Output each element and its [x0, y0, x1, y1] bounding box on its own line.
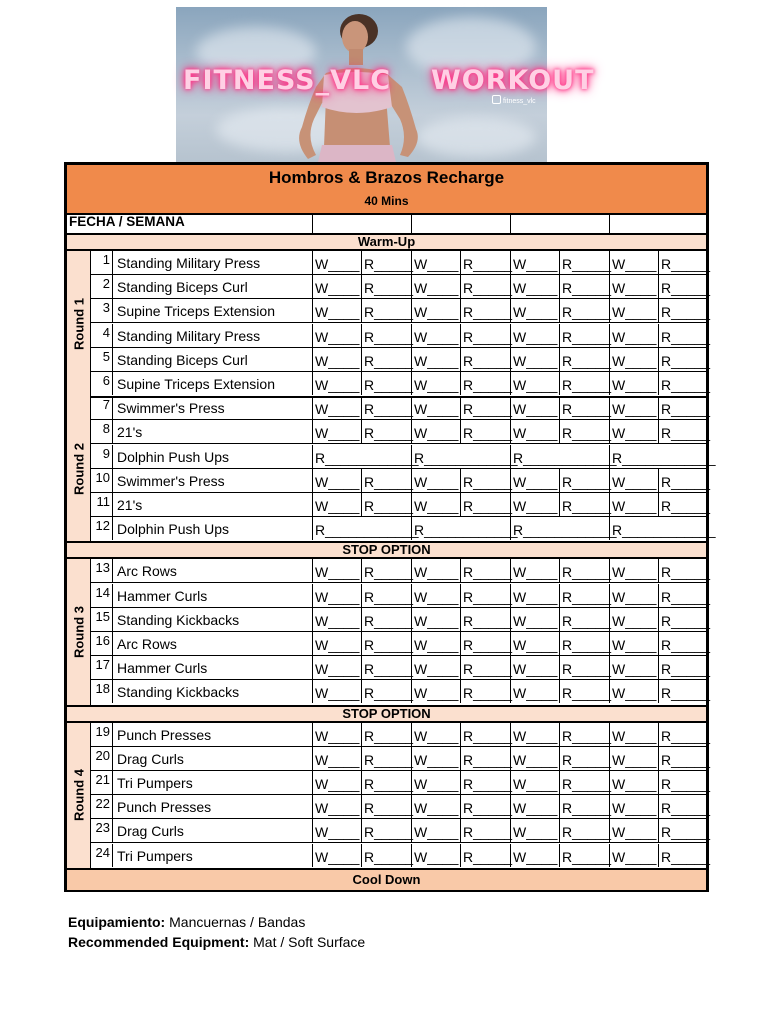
exercise-row	[91, 396, 711, 420]
weight-entry-cell[interactable]: W____	[411, 420, 460, 443]
reps-entry-cell[interactable]: R_____	[361, 420, 411, 443]
weight-entry-cell[interactable]: W____	[609, 299, 658, 322]
reps-entry-cell[interactable]: R_____	[658, 844, 706, 867]
exercise-number: 13	[91, 559, 113, 582]
reps-entry-cell[interactable]: R_____	[361, 372, 411, 395]
reps-entry-cell[interactable]: R_____	[658, 819, 706, 842]
exercise-row	[91, 299, 711, 323]
reps-entry-cell[interactable]: R_____	[559, 324, 609, 347]
reps-entry-cell[interactable]: R_____	[658, 420, 706, 443]
reps-entry-cell[interactable]: R_____	[559, 819, 609, 842]
exercise-name: Standing Military Press	[117, 327, 261, 344]
exercise-number: 22	[91, 795, 113, 818]
weight-entry-cell[interactable]: W____	[510, 844, 559, 867]
exercise-number: 12	[91, 517, 113, 540]
exercise-number: 6	[91, 372, 113, 395]
weight-entry-cell[interactable]: W____	[312, 493, 361, 516]
exercise-row	[91, 771, 711, 795]
weight-entry-cell[interactable]: W____	[609, 795, 658, 818]
weight-entry-cell[interactable]: W____	[609, 584, 658, 607]
weight-entry-cell[interactable]: W____	[411, 819, 460, 842]
weight-entry-cell[interactable]: W____	[312, 608, 361, 631]
date-week-cell[interactable]	[312, 213, 412, 233]
reps-entry-cell[interactable]: R_____	[658, 372, 706, 395]
reps-entry-cell[interactable]: R_____	[361, 559, 411, 582]
exercise-name: Arc Rows	[117, 563, 177, 580]
reps-entry-cell[interactable]: R_____	[658, 723, 706, 746]
weight-entry-cell[interactable]: W____	[312, 324, 361, 347]
reps-entry-cell[interactable]: R_____	[361, 275, 411, 298]
exercise-number: 21	[91, 771, 113, 794]
weight-entry-cell[interactable]: W____	[411, 348, 460, 371]
reps-entry-cell[interactable]: R_____	[559, 559, 609, 582]
date-week-cell[interactable]	[510, 213, 610, 233]
weight-entry-cell[interactable]: W____	[312, 771, 361, 794]
weight-entry-cell[interactable]: W____	[609, 632, 658, 655]
exercise-name: Arc Rows	[117, 636, 177, 652]
weight-entry-cell[interactable]: W____	[609, 656, 658, 679]
weight-entry-cell[interactable]: W____	[312, 348, 361, 371]
reps-entry-cell[interactable]: R_____	[658, 608, 706, 631]
weight-entry-cell[interactable]: W____	[510, 396, 559, 419]
exercise-row	[91, 584, 711, 608]
exercise-row	[91, 680, 711, 704]
reps-entry-cell[interactable]: R_____	[460, 372, 510, 395]
exercise-number: 5	[91, 348, 113, 371]
date-week-cell[interactable]	[411, 213, 511, 233]
reps-entry-cell[interactable]: R_____	[361, 771, 411, 794]
reps-entry-cell[interactable]: R_____	[559, 396, 609, 419]
reps-entry-cell[interactable]: R_____	[361, 348, 411, 371]
instagram-icon	[492, 95, 501, 104]
reps-entry-cell[interactable]: R_____	[658, 771, 706, 794]
reps-entry-cell[interactable]: R_____	[658, 324, 706, 347]
exercise-name: Standing Biceps Curl	[117, 279, 248, 296]
recommended-equipment-line	[68, 932, 365, 952]
exercise-number: 23	[91, 819, 113, 842]
weight-entry-cell[interactable]: W____	[510, 469, 559, 492]
reps-entry-cell[interactable]: R_____	[658, 584, 706, 607]
reps-entry-cell[interactable]: R_____	[361, 632, 411, 655]
equipment-label: Equipamiento:	[68, 914, 166, 930]
reps-entry-cell[interactable]: R_____	[658, 680, 706, 703]
reps-entry-cell[interactable]: R_____	[361, 747, 411, 770]
reps-entry-cell[interactable]: R_____	[460, 324, 510, 347]
weight-entry-cell[interactable]: W____	[510, 747, 559, 770]
weight-entry-cell[interactable]: W____	[411, 324, 460, 347]
reps-entry-cell[interactable]: R_____	[460, 559, 510, 582]
reps-entry-cell[interactable]: R_____	[559, 844, 609, 867]
reps-entry-cell[interactable]: R_____	[658, 493, 706, 516]
exercise-name: Drag Curls	[117, 823, 184, 840]
exercise-row	[91, 747, 711, 771]
weight-entry-cell[interactable]: W____	[609, 469, 658, 492]
reps-entry-cell[interactable]: R_____	[559, 632, 609, 655]
weight-entry-cell[interactable]: W____	[510, 324, 559, 347]
weight-entry-cell[interactable]: W____	[312, 469, 361, 492]
instagram-handle	[492, 95, 536, 105]
reps-entry-cell[interactable]: R_____	[361, 469, 411, 492]
round-label	[67, 559, 91, 704]
sheet-duration: 40 Mins	[364, 194, 409, 208]
weight-entry-cell[interactable]: W____	[609, 819, 658, 842]
exercise-row	[91, 348, 711, 372]
banner-workout-text: WORKOUT	[431, 65, 595, 96]
exercise-name: Tri Pumpers	[117, 847, 193, 864]
reps-entry-cell[interactable]: R_____	[361, 608, 411, 631]
workout-banner-image	[176, 7, 595, 162]
reps-entry-cell[interactable]: R_____	[559, 584, 609, 607]
weight-entry-cell[interactable]: W____	[510, 680, 559, 703]
exercise-row	[91, 819, 711, 843]
weight-entry-cell[interactable]: W____	[609, 396, 658, 419]
reps-entry-cell[interactable]: R_____	[559, 747, 609, 770]
exercise-row	[91, 559, 711, 583]
weight-entry-cell[interactable]: W____	[510, 348, 559, 371]
weight-entry-cell[interactable]: W____	[312, 819, 361, 842]
weight-entry-cell[interactable]: W____	[411, 747, 460, 770]
date-week-row	[67, 213, 706, 234]
exercise-name: Hammer Curls	[117, 587, 208, 604]
weight-entry-cell[interactable]: W____	[411, 680, 460, 703]
weight-entry-cell[interactable]: W____	[609, 348, 658, 371]
weight-entry-cell[interactable]: W____	[510, 795, 559, 818]
reps-entry-cell[interactable]: R_____	[361, 656, 411, 679]
banner-brand-text: FITNESS_VLC	[183, 65, 392, 96]
stop-option-band: STOP OPTION	[67, 705, 706, 723]
reps-entry-cell[interactable]: R_____	[658, 251, 706, 274]
exercise-number: 18	[91, 680, 113, 703]
equipment-line	[68, 912, 365, 932]
reps-entry-cell[interactable]: R_____	[361, 584, 411, 607]
reps-entry-cell[interactable]: R_____	[658, 795, 706, 818]
exercise-name: Drag Curls	[117, 750, 184, 767]
weight-entry-cell[interactable]: W____	[312, 396, 361, 419]
reps-entry-cell[interactable]: R_____	[361, 723, 411, 746]
reps-entry-cell[interactable]: R_____	[559, 723, 609, 746]
workout-sheet	[64, 162, 716, 892]
exercise-name: Standing Kickbacks	[117, 611, 240, 628]
weight-entry-cell[interactable]: W____	[609, 559, 658, 582]
warm-up-band: Warm-Up	[67, 233, 706, 251]
exercise-number: 3	[91, 299, 113, 322]
reps-entry-cell[interactable]: R____________	[609, 517, 706, 540]
reps-entry-cell[interactable]: R_____	[658, 348, 706, 371]
weight-entry-cell[interactable]: W____	[411, 632, 460, 655]
exercise-number: 4	[91, 324, 113, 347]
reps-entry-cell[interactable]: R_____	[559, 251, 609, 274]
reps-entry-cell[interactable]: R_____	[559, 680, 609, 703]
weight-entry-cell[interactable]: W____	[411, 844, 460, 867]
reps-entry-cell[interactable]: R_____	[460, 251, 510, 274]
reps-entry-cell[interactable]: R_____	[460, 844, 510, 867]
weight-entry-cell[interactable]: W____	[510, 493, 559, 516]
reps-entry-cell[interactable]: R_____	[658, 632, 706, 655]
exercise-row	[91, 420, 711, 444]
weight-entry-cell[interactable]: W____	[510, 819, 559, 842]
reps-entry-cell[interactable]: R____________	[510, 517, 609, 540]
exercise-row	[91, 517, 716, 541]
exercise-name: Swimmer's Press	[117, 472, 225, 489]
reps-entry-cell[interactable]: R_____	[460, 819, 510, 842]
weight-entry-cell[interactable]: W____	[411, 608, 460, 631]
reps-entry-cell[interactable]: R_____	[460, 469, 510, 492]
exercise-number: 2	[91, 275, 113, 298]
weight-entry-cell[interactable]: W____	[609, 324, 658, 347]
weight-entry-cell[interactable]: W____	[312, 299, 361, 322]
weight-entry-cell[interactable]: W____	[312, 656, 361, 679]
reps-entry-cell[interactable]: R_____	[658, 396, 706, 419]
exercise-name: Dolphin Push Ups	[117, 448, 230, 465]
weight-entry-cell[interactable]: W____	[510, 420, 559, 443]
exercise-number: 19	[91, 723, 113, 746]
exercise-name: Standing Kickbacks	[117, 684, 240, 701]
weight-entry-cell[interactable]: W____	[609, 771, 658, 794]
exercise-row	[91, 608, 711, 632]
reps-entry-cell[interactable]: R_____	[460, 608, 510, 631]
weight-entry-cell[interactable]: W____	[312, 275, 361, 298]
weight-entry-cell[interactable]: W____	[411, 275, 460, 298]
weight-entry-cell[interactable]: W____	[609, 608, 658, 631]
weight-entry-cell[interactable]: W____	[312, 251, 361, 274]
weight-entry-cell[interactable]: W____	[510, 372, 559, 395]
round-label-text: Round 3	[71, 605, 86, 658]
reps-entry-cell[interactable]: R_____	[460, 656, 510, 679]
reps-entry-cell[interactable]: R_____	[460, 771, 510, 794]
exercise-number: 24	[91, 844, 113, 867]
exercise-number: 14	[91, 584, 113, 607]
reps-entry-cell[interactable]: R____________	[312, 517, 411, 540]
round-label	[67, 723, 91, 868]
exercise-name: Standing Biceps Curl	[117, 351, 248, 368]
exercise-name: Supine Triceps Extension	[117, 376, 275, 392]
date-week-label: FECHA / SEMANA	[69, 214, 185, 229]
date-week-cell[interactable]	[609, 213, 707, 233]
exercise-number: 17	[91, 656, 113, 679]
reps-entry-cell[interactable]: R_____	[559, 493, 609, 516]
reps-entry-cell[interactable]: R_____	[361, 493, 411, 516]
instagram-handle-text: fitness_vlc	[503, 98, 536, 105]
weight-entry-cell[interactable]: W____	[312, 723, 361, 746]
reps-entry-cell[interactable]: R_____	[460, 584, 510, 607]
reps-entry-cell[interactable]: R_____	[559, 372, 609, 395]
reps-entry-cell[interactable]: R_____	[361, 819, 411, 842]
reps-entry-cell[interactable]: R_____	[559, 469, 609, 492]
reps-entry-cell[interactable]: R_____	[460, 795, 510, 818]
sheet-header	[67, 165, 706, 215]
exercise-name: Dolphin Push Ups	[117, 521, 230, 538]
weight-entry-cell[interactable]: W____	[312, 372, 361, 395]
reps-entry-cell[interactable]: R_____	[658, 559, 706, 582]
weight-entry-cell[interactable]: W____	[609, 844, 658, 867]
weight-entry-cell[interactable]: W____	[510, 771, 559, 794]
reps-entry-cell[interactable]: R_____	[559, 275, 609, 298]
reps-entry-cell[interactable]: R_____	[460, 632, 510, 655]
weight-entry-cell[interactable]: W____	[510, 632, 559, 655]
reps-entry-cell[interactable]: R____________	[609, 445, 706, 468]
weight-entry-cell[interactable]: W____	[411, 795, 460, 818]
weight-entry-cell[interactable]: W____	[609, 420, 658, 443]
reps-entry-cell[interactable]: R_____	[559, 771, 609, 794]
exercise-row	[91, 493, 711, 517]
exercise-number: 7	[91, 396, 113, 419]
reps-entry-cell[interactable]: R_____	[460, 680, 510, 703]
exercise-name: 21's	[117, 424, 143, 441]
weight-entry-cell[interactable]: W____	[609, 251, 658, 274]
reps-entry-cell[interactable]: R_____	[361, 324, 411, 347]
weight-entry-cell[interactable]: W____	[411, 559, 460, 582]
weight-entry-cell[interactable]: W____	[510, 559, 559, 582]
reps-entry-cell[interactable]: R_____	[658, 299, 706, 322]
reps-entry-cell[interactable]: R_____	[460, 493, 510, 516]
sheet-title: Hombros & Brazos Recharge	[268, 168, 505, 187]
weight-entry-cell[interactable]: W____	[411, 299, 460, 322]
reps-entry-cell[interactable]: R_____	[361, 795, 411, 818]
stop-option-band: STOP OPTION	[67, 541, 706, 559]
weight-entry-cell[interactable]: W____	[312, 844, 361, 867]
weight-entry-cell[interactable]: W____	[411, 396, 460, 419]
reps-entry-cell[interactable]: R_____	[559, 420, 609, 443]
equipment-notes	[68, 912, 365, 952]
reps-entry-cell[interactable]: R____________	[510, 445, 609, 468]
exercise-row	[91, 656, 711, 680]
reps-entry-cell[interactable]: R_____	[460, 299, 510, 322]
exercise-row	[91, 445, 716, 469]
weight-entry-cell[interactable]: W____	[312, 584, 361, 607]
weight-entry-cell[interactable]: W____	[510, 251, 559, 274]
exercise-row	[91, 723, 711, 747]
weight-entry-cell[interactable]: W____	[411, 771, 460, 794]
weight-entry-cell[interactable]: W____	[609, 275, 658, 298]
exercise-name: Tri Pumpers	[117, 775, 193, 791]
exercise-number: 10	[91, 469, 113, 492]
weight-entry-cell[interactable]: W____	[609, 372, 658, 395]
weight-entry-cell[interactable]: W____	[312, 559, 361, 582]
reps-entry-cell[interactable]: R_____	[361, 299, 411, 322]
exercise-number: 15	[91, 608, 113, 631]
weight-entry-cell[interactable]: W____	[510, 656, 559, 679]
exercise-row	[91, 324, 711, 348]
reps-entry-cell[interactable]: R_____	[559, 656, 609, 679]
weight-entry-cell[interactable]: W____	[510, 299, 559, 322]
reps-entry-cell[interactable]: R____________	[312, 445, 411, 468]
reps-entry-cell[interactable]: R_____	[361, 680, 411, 703]
reps-entry-cell[interactable]: R_____	[460, 348, 510, 371]
weight-entry-cell[interactable]: W____	[312, 420, 361, 443]
weight-entry-cell[interactable]: W____	[312, 680, 361, 703]
exercise-name: Punch Presses	[117, 799, 212, 816]
exercise-row	[91, 795, 711, 819]
round-label-text: Round 4	[71, 769, 86, 822]
exercise-number: 1	[91, 251, 113, 274]
weight-entry-cell[interactable]: W____	[411, 469, 460, 492]
reps-entry-cell[interactable]: R_____	[361, 396, 411, 419]
reps-entry-cell[interactable]: R____________	[411, 445, 510, 468]
round-label-text: Round 2	[71, 442, 86, 495]
reps-entry-cell[interactable]: R_____	[658, 656, 706, 679]
weight-entry-cell[interactable]: W____	[411, 723, 460, 746]
exercise-row	[91, 469, 711, 493]
reps-entry-cell[interactable]: R_____	[559, 348, 609, 371]
weight-entry-cell[interactable]: W____	[312, 632, 361, 655]
weight-entry-cell[interactable]: W____	[411, 251, 460, 274]
reps-entry-cell[interactable]: R_____	[460, 420, 510, 443]
weight-entry-cell[interactable]: W____	[510, 275, 559, 298]
exercise-name: Punch Presses	[117, 726, 212, 743]
exercise-number: 9	[91, 445, 113, 468]
reps-entry-cell[interactable]: R_____	[460, 275, 510, 298]
weight-entry-cell[interactable]: W____	[609, 723, 658, 746]
weight-entry-cell[interactable]: W____	[609, 680, 658, 703]
weight-entry-cell[interactable]: W____	[510, 608, 559, 631]
round-label	[67, 396, 91, 541]
reps-entry-cell[interactable]: R____________	[411, 517, 510, 540]
reps-entry-cell[interactable]: R_____	[658, 747, 706, 770]
reps-entry-cell[interactable]: R_____	[559, 795, 609, 818]
weight-entry-cell[interactable]: W____	[510, 723, 559, 746]
exercise-row	[91, 251, 711, 275]
reps-entry-cell[interactable]: R_____	[658, 469, 706, 492]
round-label	[67, 251, 91, 396]
exercise-name: Standing Military Press	[117, 255, 261, 271]
exercise-number: 8	[91, 420, 113, 443]
weight-entry-cell[interactable]: W____	[312, 747, 361, 770]
exercise-number: 16	[91, 632, 113, 655]
reps-entry-cell[interactable]: R_____	[460, 747, 510, 770]
exercise-name: Supine Triceps Extension	[117, 303, 275, 320]
reps-entry-cell[interactable]: R_____	[658, 275, 706, 298]
exercise-number: 20	[91, 747, 113, 770]
weight-entry-cell[interactable]: W____	[411, 493, 460, 516]
weight-entry-cell[interactable]: W____	[510, 584, 559, 607]
exercise-row	[91, 844, 711, 868]
weight-entry-cell[interactable]: W____	[609, 493, 658, 516]
weight-entry-cell[interactable]: W____	[411, 584, 460, 607]
weight-entry-cell[interactable]: W____	[411, 372, 460, 395]
exercise-row	[91, 632, 711, 656]
exercise-name: 21's	[117, 497, 143, 513]
reps-entry-cell[interactable]: R_____	[460, 396, 510, 419]
round-label-text: Round 1	[71, 297, 86, 350]
weight-entry-cell[interactable]: W____	[609, 747, 658, 770]
exercise-name: Swimmer's Press	[117, 400, 225, 417]
exercise-row	[91, 275, 711, 299]
reps-entry-cell[interactable]: R_____	[559, 608, 609, 631]
equipment-value: Mancuernas / Bandas	[165, 914, 306, 930]
cool-down-band: Cool Down	[67, 868, 706, 892]
weight-entry-cell[interactable]: W____	[312, 795, 361, 818]
recommended-equipment-value: Mat / Soft Surface	[249, 934, 366, 950]
exercise-row	[91, 372, 711, 396]
exercise-number: 11	[91, 493, 113, 516]
exercise-name: Hammer Curls	[117, 660, 208, 677]
recommended-equipment-label: Recommended Equipment:	[68, 934, 250, 950]
reps-entry-cell[interactable]: R_____	[559, 299, 609, 322]
reps-entry-cell[interactable]: R_____	[460, 723, 510, 746]
reps-entry-cell[interactable]: R_____	[361, 251, 411, 274]
weight-entry-cell[interactable]: W____	[411, 656, 460, 679]
reps-entry-cell[interactable]: R_____	[361, 844, 411, 867]
